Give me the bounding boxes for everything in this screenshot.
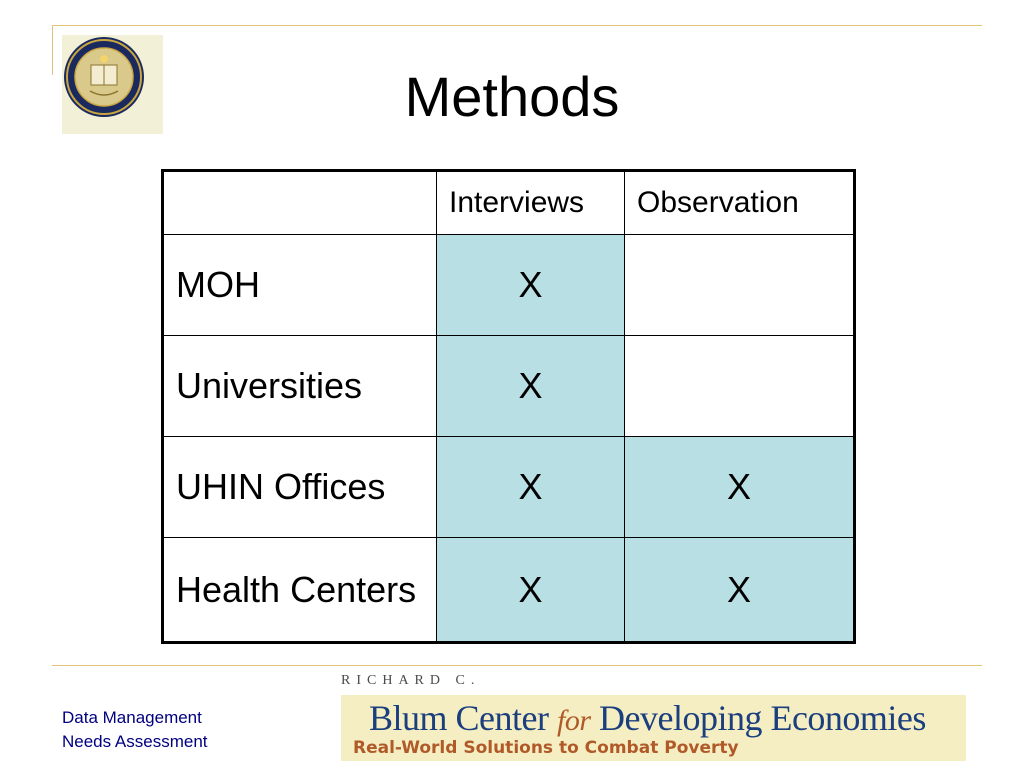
cell-universities-observation: [625, 336, 855, 437]
logo-name-part1: Blum Center: [369, 698, 557, 738]
row-label-universities: Universities: [163, 336, 437, 437]
methods-table: [161, 169, 856, 644]
cell-universities-interviews: X: [437, 336, 625, 437]
footer-text: [62, 706, 208, 754]
cell-uhin-observation: X: [625, 437, 855, 538]
table-header-empty: [163, 171, 437, 235]
table-header-interviews: Interviews: [437, 171, 625, 235]
top-divider: [52, 25, 982, 26]
footer-line-1: Data Management: [62, 708, 202, 727]
table-row: [163, 538, 855, 643]
bottom-divider: [52, 665, 982, 666]
table-row: [163, 235, 855, 336]
logo-name-part2: Developing Economies: [590, 698, 926, 738]
slide-title: Methods: [404, 65, 620, 128]
cell-uhin-interviews: X: [437, 437, 625, 538]
row-label-health-centers: Health Centers: [163, 538, 437, 643]
footer-line-2: Needs Assessment: [62, 732, 208, 751]
table-row: [163, 336, 855, 437]
row-label-uhin-offices: UHIN Offices: [163, 437, 437, 538]
logo-band: [341, 695, 966, 761]
blum-center-logo: [341, 673, 966, 761]
logo-name: [369, 697, 926, 739]
row-label-moh: MOH: [163, 235, 437, 336]
logo-top-text: RICHARD C.: [341, 673, 481, 688]
cell-health-centers-observation: X: [625, 538, 855, 643]
table-row: [163, 437, 855, 538]
cell-moh-observation: [625, 235, 855, 336]
table-header-observation: Observation: [625, 171, 855, 235]
logo-name-for: for: [556, 704, 591, 737]
table-header-row: [163, 171, 855, 235]
logo-tagline: Real-World Solutions to Combat Poverty: [353, 738, 739, 758]
cell-moh-interviews: X: [437, 235, 625, 336]
cell-health-centers-interviews: X: [437, 538, 625, 643]
